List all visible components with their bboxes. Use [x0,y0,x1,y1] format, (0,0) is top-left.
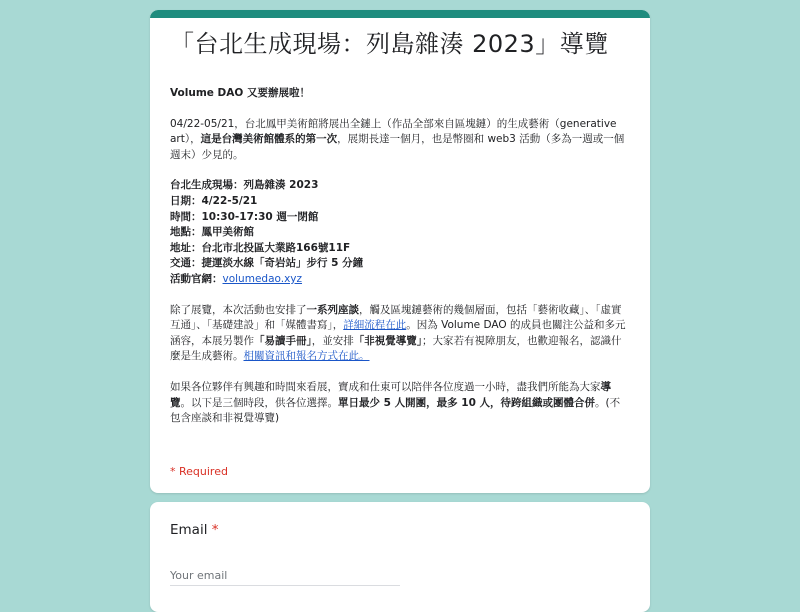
form-description [170,86,630,442]
event-transport: 交通：捷運淡水線「奇岩站」步行 5 分鐘 [170,257,364,270]
event-address: 地址：台北市北投區大業路166號11F [170,241,351,254]
form-accent-bar [150,10,650,18]
intro-heading: Volume DAO 又要辦展啦！ [170,87,310,99]
schedule-link[interactable]: 詳細流程在此 [343,319,407,332]
required-note: * Required [170,465,228,478]
event-info [170,178,630,287]
event-date: 日期：4/22-5/21 [170,194,258,207]
required-star: * [211,522,219,538]
form-header-card [150,10,650,493]
tour-paragraph: 如果各位夥伴有興趣和時間來看展，寶成和仕東可以陪伴各位度過一小時，盡我們所能為大家導覽。以下是三個時段，供各位選擇。單日最少 5 人開團，最多 10 人，待跨組織或團體合併。(不包含座談和非視覺導覽) [170,380,621,425]
event-name: 台北生成現場：列島雜湊 2023 [170,179,319,192]
email-field[interactable] [170,565,400,586]
registration-link[interactable]: 相關資訊和報名方式在此。 [243,350,370,363]
form-title: 「台北生成現場：列島雜湊 2023」導覽 [170,30,609,58]
talks-paragraph: 除了展覽，本次活動也安排了一系列座談，觸及區塊鏈藝術的幾個層面，包括「藝術收藏」、「虛實互通」、「基礎建設」和「媒體書寫」，詳細流程在此。因為 Volume DAO 的成員也關注公益和多元涵容，本展另製作「易讀手冊」，並安排「非視覺導覽」；大家若有視障朋友，也歡迎報名，認識什麼是生成藝術。相關資訊和報名方式在此。 [170,303,626,363]
event-venue: 地點：鳳甲美術館 [170,226,254,239]
event-time: 時間：10:30-17:30 週一閉館 [170,210,319,223]
email-label: Email * [170,522,219,538]
website-link[interactable]: volumedao.xyz [222,272,303,285]
intro-paragraph: 04/22-05/21，台北鳳甲美術館將展出全鏈上（作品全部來自區塊鏈）的生成藝術（generative art），這是台灣美術館體系的第一次，展期長達一個月，也是幣圈和 web3 活動（多為一週或一個週末）少見的。 [170,117,625,161]
event-website-label: 活動官網： [170,272,223,285]
email-question-card [150,502,650,612]
